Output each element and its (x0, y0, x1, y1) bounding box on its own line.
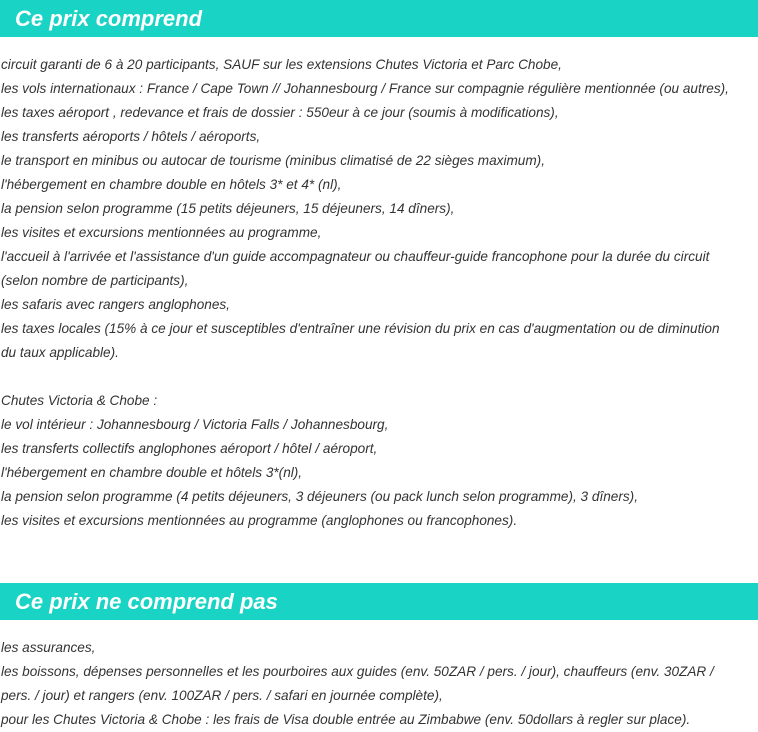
extension-heading: Chutes Victoria & Chobe : (1, 393, 158, 408)
included-line: le transport en minibus ou autocar de tourisme (minibus climatisé de 22 sièges maximum), (1, 153, 545, 168)
excluded-line: les boissons, dépenses personnelles et les pourboires aux guides (env. 50ZAR / pers. / jour), chauffeurs (env. 30ZAR / (1, 664, 714, 679)
included-line: les vols internationaux : France / Cape Town // Johannesbourg / France sur compagnie régulière mentionnée (ou autres), (1, 81, 729, 96)
included-line: les taxes aéroport , redevance et frais de dossier : 550eur à ce jour (soumis à modifications), (1, 105, 559, 120)
excluded-list (1, 636, 758, 732)
included-line: les transferts aéroports / hôtels / aéroports, (1, 129, 261, 144)
included-list (1, 53, 758, 533)
extension-line: la pension selon programme (4 petits déjeuners, 3 déjeuners (ou pack lunch selon programme), 3 dîners), (1, 489, 638, 504)
extension-line: les visites et excursions mentionnées au programme (anglophones ou francophones). (1, 513, 518, 528)
included-line: les safaris avec rangers anglophones, (1, 297, 230, 312)
included-line: l'hébergement en chambre double en hôtels 3* et 4* (nl), (1, 177, 342, 192)
included-line: les visites et excursions mentionnées au programme, (1, 225, 322, 240)
included-line: les taxes locales (15% à ce jour et susceptibles d'entraîner une révision du prix en cas d'augmentation ou de diminution (1, 321, 720, 336)
excluded-title: Ce prix ne comprend pas (15, 589, 278, 614)
extension-line: l'hébergement en chambre double et hôtels 3*(nl), (1, 465, 303, 480)
section-spacer (1, 365, 758, 389)
excluded-line: pers. / jour) et rangers (env. 100ZAR / pers. / safari en journée complète), (1, 688, 443, 703)
extension-line: les transferts collectifs anglophones aéroport / hôtel / aéroport, (1, 441, 378, 456)
excluded-line: pour les Chutes Victoria & Chobe : les frais de Visa double entrée au Zimbabwe (env. 50dollars à regler sur place). (1, 712, 691, 727)
excluded-line: les assurances, (1, 640, 96, 655)
extension-line: le vol intérieur : Johannesbourg / Victoria Falls / Johannesbourg, (1, 417, 389, 432)
included-line: (selon nombre de participants), (1, 273, 189, 288)
included-banner (0, 0, 758, 37)
included-line: du taux applicable). (1, 345, 119, 360)
excluded-banner (0, 583, 758, 620)
included-line: circuit garanti de 6 à 20 participants, SAUF sur les extensions Chutes Victoria et Parc Chobe, (1, 57, 562, 72)
included-line: la pension selon programme (15 petits déjeuners, 15 déjeuners, 14 dîners), (1, 201, 455, 216)
included-line: l'accueil à l'arrivée et l'assistance d'un guide accompagnateur ou chauffeur-guide francophone pour la durée du circuit (1, 249, 710, 264)
included-title: Ce prix comprend (15, 6, 203, 31)
